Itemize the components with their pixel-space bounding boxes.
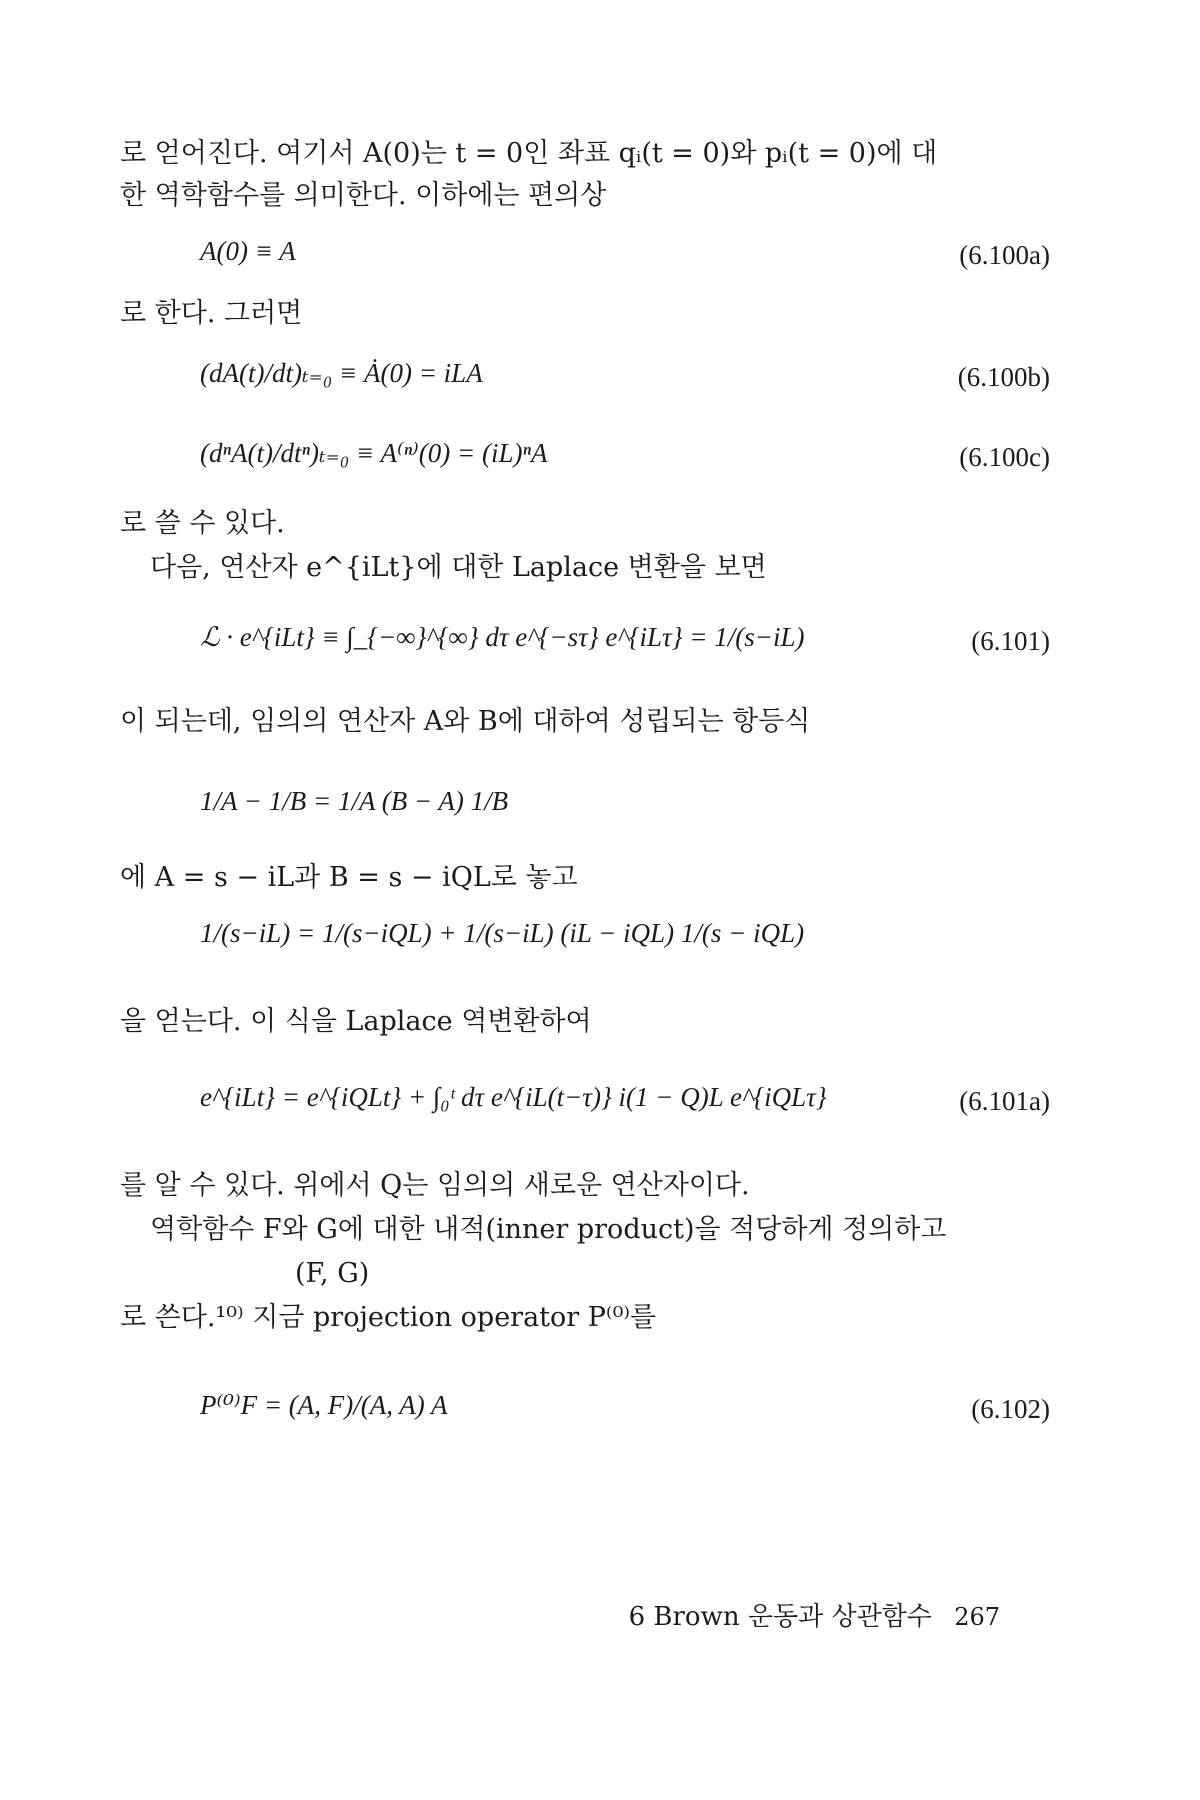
equation-number: (6.101a) xyxy=(959,1086,1050,1116)
text-line-9: 를 알 수 있다. 위에서 Q는 임의의 새로운 연산자이다. xyxy=(120,1170,750,1201)
equation-6-100a xyxy=(200,236,1050,292)
equation-body: P⁽⁰⁾F = (A, F)/(A, A) A xyxy=(200,1390,448,1420)
equation-body: 1/A − 1/B = 1/A (B − A) 1/B xyxy=(200,786,509,816)
running-title: 6 Brown 운동과 상관함수 xyxy=(628,1602,932,1632)
page-number: 267 xyxy=(954,1603,1000,1631)
equation-number: (6.100a) xyxy=(959,240,1050,270)
equation-6-100c xyxy=(200,438,1050,494)
equation-body: (dA(t)/dt)ₜ₌₀ ≡ Ȧ(0) = iLA xyxy=(200,358,483,388)
text-line-6: 이 되는데, 임의의 연산자 A와 B에 대하여 성립되는 항등식 xyxy=(120,706,811,737)
equation-6-102 xyxy=(200,1390,1050,1446)
text-line-2: 한 역학함수를 의미한다. 이하에는 편의상 xyxy=(120,180,607,211)
equation-6-100b xyxy=(200,358,1050,414)
text-line-10: 역학함수 F와 G에 대한 내적(inner product)을 적당하게 정의하고 xyxy=(150,1214,947,1245)
equation-6-101a xyxy=(200,1082,1050,1138)
equation-number: (6.100b) xyxy=(957,362,1050,392)
equation-number: (6.100c) xyxy=(959,442,1050,472)
text-line-7: 에 A = s − iL과 B = s − iQL로 놓고 xyxy=(120,862,578,893)
equation-6-101 xyxy=(200,622,1050,678)
equation-body: ℒ · e^{iLt} ≡ ∫_{−∞}^{∞} dτ e^{−sτ} e^{iLτ} = 1/(s−iL) xyxy=(200,622,805,652)
equation-identity xyxy=(200,786,1050,842)
equation-number: (6.102) xyxy=(971,1394,1050,1424)
text-line-8: 을 얻는다. 이 식을 Laplace 역변환하여 xyxy=(120,1006,592,1037)
text-line-3: 로 한다. 그러면 xyxy=(120,298,303,329)
equation-body: e^{iLt} = e^{iQLt} + ∫₀ᵗ dτ e^{iL(t−τ)} i(1 − Q)L e^{iQLτ} xyxy=(200,1082,827,1112)
page-footer xyxy=(629,1596,1000,1633)
text-line-4: 로 쓸 수 있다. xyxy=(120,508,285,539)
equation-number: (6.101) xyxy=(971,626,1050,656)
equation-body: A(0) ≡ A xyxy=(200,236,296,266)
text-line-11: 로 쓴다.¹⁰⁾ 지금 projection operator P⁽⁰⁾를 xyxy=(120,1302,657,1333)
inner-product-notation: (F, G) xyxy=(295,1258,370,1289)
equation-body: (dⁿA(t)/dtⁿ)ₜ₌₀ ≡ A⁽ⁿ⁾(0) = (iL)ⁿA xyxy=(200,438,548,468)
text-line-5: 다음, 연산자 e^{iLt}에 대한 Laplace 변환을 보면 xyxy=(150,552,767,583)
text-line-1: 로 얻어진다. 여기서 A(0)는 t = 0인 좌표 qᵢ(t = 0)와 pᵢ(t = 0)에 대 xyxy=(120,138,938,169)
equation-body: 1/(s−iL) = 1/(s−iQL) + 1/(s−iL) (iL − iQL) 1/(s − iQL) xyxy=(200,918,805,948)
equation-resolvent xyxy=(200,918,1050,974)
